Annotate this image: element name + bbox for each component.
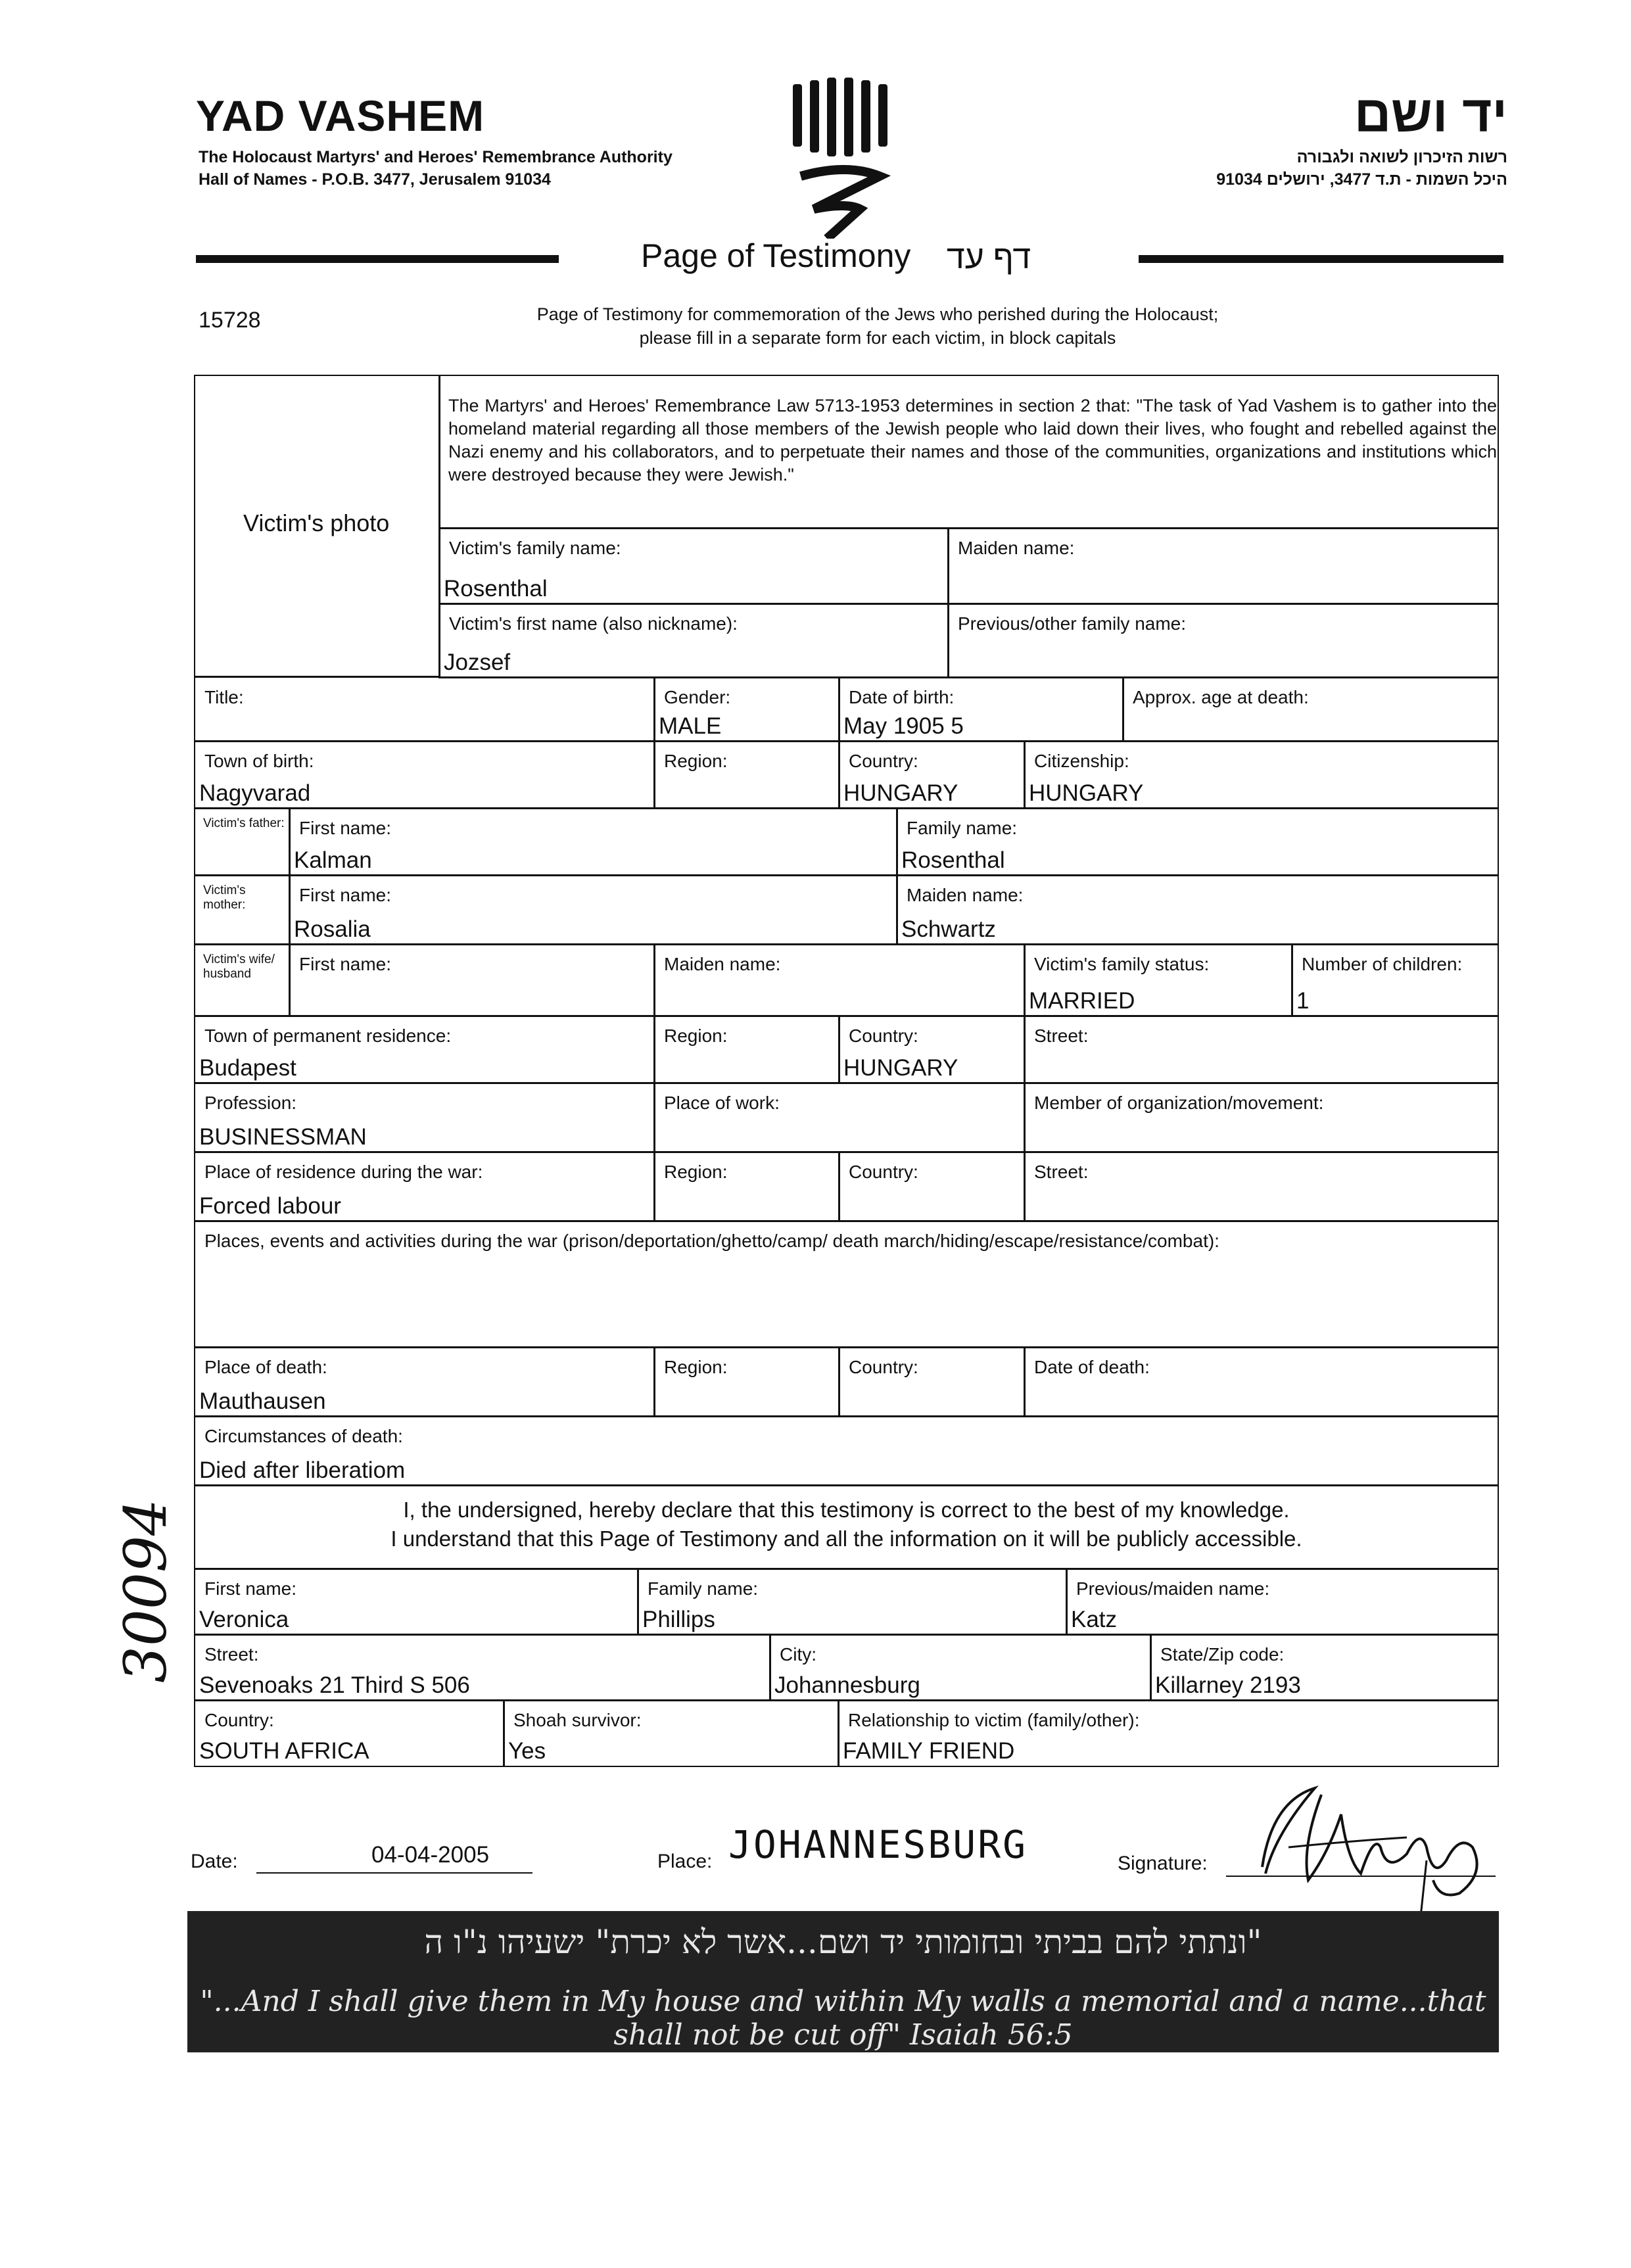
residence-region-field[interactable] (653, 1015, 840, 1084)
date-line (256, 1872, 532, 1874)
label: Country: (849, 1026, 918, 1046)
spouse-maiden-name-field[interactable] (653, 943, 1026, 1017)
town-of-birth-field[interactable] (194, 740, 655, 809)
submitter-street-field[interactable] (194, 1634, 771, 1701)
birth-country-field[interactable] (838, 740, 1026, 809)
father-family-name-field[interactable] (896, 807, 1499, 876)
submitter-country-field[interactable] (194, 1699, 505, 1767)
value: Rosenthal (901, 847, 1005, 873)
value: 1 (1296, 988, 1310, 1014)
citizenship-field[interactable] (1024, 740, 1499, 809)
label: First name: (299, 885, 392, 905)
label: Street: (204, 1644, 259, 1665)
war-country-field[interactable] (838, 1151, 1026, 1222)
place-of-work-field[interactable] (653, 1082, 1026, 1153)
declaration-text (194, 1496, 1499, 1553)
label: Region: (664, 1162, 728, 1182)
isaiah-quote-banner (187, 1911, 1499, 2052)
label: Places, events and activities during the war (prison/deportation/ghetto/camp/ death march/hiding/escape/resistance/combat): (204, 1231, 1219, 1251)
label: Number of children: (1302, 954, 1463, 974)
value: Forced labour (199, 1193, 341, 1219)
header-rule-left (196, 255, 559, 263)
value: FAMILY FRIEND (843, 1738, 1015, 1764)
war-events-field[interactable] (194, 1220, 1499, 1348)
label: Gender: (664, 687, 731, 707)
label: Country: (849, 1357, 918, 1377)
org-line-2: Hall of Names - P.O.B. 3477, Jerusalem 91034 (199, 170, 551, 189)
value: Budapest (199, 1055, 296, 1081)
intro-line-1: Page of Testimony for commemoration of the Jews who perished during the Holocaust; (536, 304, 1219, 324)
value: Yes (508, 1738, 546, 1764)
label: Place of residence during the war: (204, 1162, 483, 1182)
label: State/Zip code: (1160, 1644, 1285, 1665)
label: First name: (204, 1578, 297, 1599)
father-first-name-field[interactable] (289, 807, 898, 876)
yad-vashem-logo-icon (788, 78, 899, 239)
date-value[interactable]: 04-04-2005 (371, 1842, 490, 1868)
heb-line-2: היכל השמות - ת.ד 3477, ירושלים 91034 (1216, 170, 1507, 189)
form-intro (401, 302, 1354, 350)
spouse-first-name-field[interactable] (289, 943, 655, 1017)
place-label: Place: (657, 1851, 713, 1872)
value: May 1905 5 (843, 713, 964, 739)
heb-line-1: רשות הזיכרון לשואה ולגבורה (1296, 148, 1507, 166)
label: Street: (1034, 1162, 1089, 1182)
label: Date of birth: (849, 687, 955, 707)
value: Veronica (199, 1607, 289, 1632)
label: Town of birth: (204, 751, 314, 771)
submitter-maiden-name-field[interactable] (1066, 1568, 1499, 1636)
margin-handwritten-number: 30094 (112, 1499, 179, 1683)
label: Place of death: (204, 1357, 327, 1377)
death-region-field[interactable] (653, 1346, 840, 1417)
label: Region: (664, 1026, 728, 1046)
label: Victim's wife/ husband (203, 953, 275, 981)
label: Region: (664, 1357, 728, 1377)
value: Rosalia (294, 916, 371, 942)
mother-first-name-field[interactable] (289, 874, 898, 945)
relationship-field[interactable] (838, 1699, 1499, 1767)
org-subtitle-hebrew (1216, 146, 1507, 191)
death-country-field[interactable] (838, 1346, 1026, 1417)
permanent-residence-field[interactable] (194, 1015, 655, 1084)
war-region-field[interactable] (653, 1151, 840, 1222)
number-of-children-field[interactable] (1291, 943, 1499, 1017)
law-text: The Martyrs' and Heroes' Remembrance Law 5713-1953 determines in section 2 that: "The task of Yad Vashem is to gather into the homeland material regarding all those members of the Jewish people who laid down their lives, who fought and rebelled against the Nazi enemy and his collaborators, and to perpetuate their names and those of the communities, organizations and institutions which were destroyed because they were Jewish." (448, 396, 1497, 484)
title-field[interactable] (194, 676, 655, 742)
date-label: Date: (191, 1851, 238, 1872)
label: Victim's family status: (1034, 954, 1210, 974)
label: Region: (664, 751, 728, 771)
value: Katz (1071, 1607, 1118, 1632)
war-residence-field[interactable] (194, 1151, 655, 1222)
date-of-birth-field[interactable] (838, 676, 1124, 742)
value: HUNGARY (843, 780, 958, 806)
label: Country: (849, 751, 918, 771)
value: Mauthausen (199, 1388, 326, 1414)
org-title: YAD VASHEM (196, 91, 485, 140)
value: Kalman (294, 847, 372, 873)
org-title-hebrew: יד ושם (1354, 85, 1507, 143)
spouse-section-label (194, 943, 291, 1017)
signature-label: Signature: (1118, 1853, 1208, 1874)
victim-maiden-name-field[interactable] (947, 527, 1499, 605)
form-title: Page of Testimony (641, 237, 911, 274)
label: Family name: (907, 818, 1018, 838)
label: Family name: (648, 1578, 759, 1599)
victim-photo-label: Victim's photo (243, 509, 390, 536)
family-status-field[interactable] (1024, 943, 1293, 1017)
victim-first-name-field[interactable] (438, 603, 949, 678)
organization-member-field[interactable] (1024, 1082, 1499, 1153)
value: MALE (659, 713, 722, 739)
declaration-line-2: I understand that this Page of Testimony and all the information on it will be publicly accessible. (390, 1526, 1302, 1551)
header-rule-right (1139, 255, 1503, 263)
org-line-1: The Holocaust Martyrs' and Heroes' Remembrance Authority (199, 148, 673, 166)
value: Nagyvarad (199, 780, 311, 806)
value: Jozsef (444, 650, 511, 675)
label: Victim's family name: (449, 538, 621, 558)
label: Place of work: (664, 1093, 780, 1113)
value: Johannesburg (774, 1672, 920, 1698)
place-value[interactable]: JOHANNESBURG (728, 1822, 1028, 1867)
place-of-death-field[interactable] (194, 1346, 655, 1417)
banner-english-quote: "...And I shall give them in My house and within My walls a memorial and a name...that shall not be cut off" Isaiah 56:5 (200, 1985, 1486, 2052)
value: Sevenoaks 21 Third S 506 (199, 1672, 470, 1698)
signature-icon[interactable] (1210, 1775, 1499, 1926)
label: Maiden name: (907, 885, 1024, 905)
victim-family-name-field[interactable] (438, 527, 949, 605)
value: Schwartz (901, 916, 996, 942)
submitter-first-name-field[interactable] (194, 1568, 639, 1636)
intro-line-2: please fill in a separate form for each victim, in block capitals (639, 328, 1116, 348)
document-number: 15728 (199, 308, 261, 333)
gender-field[interactable] (653, 676, 840, 742)
label: Victim's mother: (203, 884, 246, 912)
value: SOUTH AFRICA (199, 1738, 369, 1764)
label: Citizenship: (1034, 751, 1129, 771)
value: Killarney 2193 (1155, 1672, 1301, 1698)
father-section-label (194, 807, 291, 876)
value: MARRIED (1029, 988, 1135, 1014)
mother-maiden-name-field[interactable] (896, 874, 1499, 945)
banner-hebrew-quote: "ונתתי להם בביתי ובחומותי יד ושם...אשר לא יכרת" ישעיהו נ"ו ה (424, 1923, 1262, 1961)
declaration-line-1: I, the undersigned, hereby declare that this testimony is correct to the best of my knowledge. (403, 1498, 1290, 1522)
label: Shoah survivor: (513, 1710, 642, 1730)
value: HUNGARY (843, 1055, 958, 1081)
label: Previous/other family name: (958, 613, 1187, 634)
age-at-death-field[interactable] (1122, 676, 1499, 742)
label: Relationship to victim (family/other): (848, 1710, 1140, 1730)
form-title-hebrew: דף עד (947, 239, 1031, 275)
label: Country: (849, 1162, 918, 1182)
label: Date of death: (1034, 1357, 1150, 1377)
label: Previous/maiden name: (1076, 1578, 1270, 1599)
shoah-survivor-field[interactable] (503, 1699, 839, 1767)
label: Town of permanent residence: (204, 1026, 452, 1046)
mother-section-label (194, 874, 291, 945)
label: Country: (204, 1710, 274, 1730)
label: First name: (299, 954, 392, 974)
label: Street: (1034, 1026, 1089, 1046)
birth-region-field[interactable] (653, 740, 840, 809)
label: Circumstances of death: (204, 1426, 403, 1446)
value: Phillips (642, 1607, 715, 1632)
org-subtitle (199, 146, 673, 191)
residence-country-field[interactable] (838, 1015, 1026, 1084)
label: Approx. age at death: (1133, 687, 1309, 707)
label: Maiden name: (664, 954, 781, 974)
value: Died after liberatiom (199, 1457, 406, 1483)
label: First name: (299, 818, 392, 838)
victim-previous-name-field[interactable] (947, 603, 1499, 678)
profession-field[interactable] (194, 1082, 655, 1153)
label: Maiden name: (958, 538, 1075, 558)
label: Title: (204, 687, 244, 707)
circumstances-of-death-field[interactable] (194, 1415, 1499, 1486)
war-street-field[interactable] (1024, 1151, 1499, 1222)
submitter-zip-field[interactable] (1150, 1634, 1499, 1701)
value: HUNGARY (1029, 780, 1144, 806)
value: BUSINESSMAN (199, 1124, 367, 1150)
submitter-city-field[interactable] (769, 1634, 1152, 1701)
label: Profession: (204, 1093, 297, 1113)
residence-street-field[interactable] (1024, 1015, 1499, 1084)
submitter-family-name-field[interactable] (637, 1568, 1068, 1636)
label: City: (780, 1644, 816, 1665)
label: Member of organization/movement: (1034, 1093, 1324, 1113)
label: Victim's father: (203, 816, 285, 830)
value: Rosenthal (444, 576, 548, 602)
date-of-death-field[interactable] (1024, 1346, 1499, 1417)
label: Victim's first name (also nickname): (449, 613, 738, 634)
